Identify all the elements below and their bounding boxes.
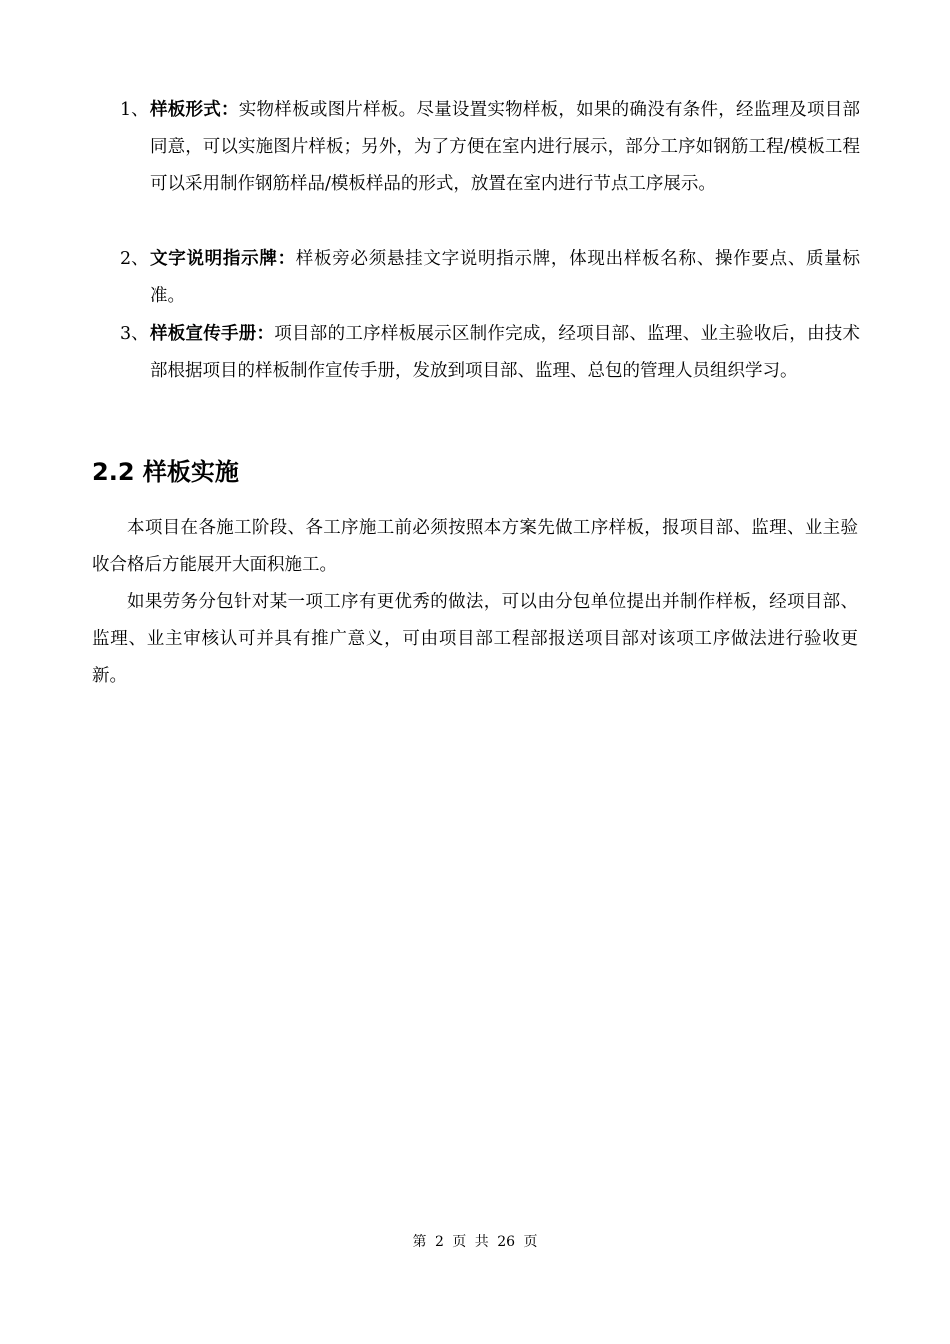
page-number-footer: 第 2 页 共 26 页 [412,1234,538,1250]
list-term: 样板形式： [150,100,239,120]
list-number: 1、 [120,100,149,120]
list-item-text-sign [120,241,860,315]
list-item-brochure [120,316,860,390]
list-text: 实物样板或图片样板。尽量设置实物样板，如果的确没有条件，经监理及项目部同意，可以实施图片样板；另外，为了方便在室内进行展示，部分工序如钢筋工程/模板工程可以采用制作钢筋样品/模板样品的形式，放置在室内进行节点工序展示。 [150,100,861,194]
list-body [120,241,860,315]
list-text: 样板旁必须悬挂文字说明指示牌，体现出样板名称、操作要点、质量标准。 [150,249,861,306]
list-number: 3、 [120,324,149,344]
section-heading: 2.2 样板实施 [92,458,239,486]
paragraph-subcontract: 如果劳务分包针对某一项工序有更优秀的做法，可以由分包单位提出并制作样板，经项目部、监理、业主审核认可并具有推广意义，可由项目部工程部报送项目部对该项工序做法进行验收更新。 [92,592,858,686]
paragraph-implementation: 本项目在各施工阶段、各工序施工前必须按照本方案先做工序样板，报项目部、监理、业主验收合格后方能展开大面积施工。 [92,518,858,575]
list-term: 文字说明指示牌： [150,249,296,269]
list-body [120,92,860,203]
list-text: 项目部的工序样板展示区制作完成，经项目部、监理、业主验收后，由技术部根据项目的样板制作宣传手册，发放到项目部、监理、总包的管理人员组织学习。 [150,324,860,381]
list-term: 样板宣传手册： [150,324,275,344]
list-body [120,316,860,390]
list-number: 2、 [120,249,149,269]
list-item-sample-form [120,92,860,203]
